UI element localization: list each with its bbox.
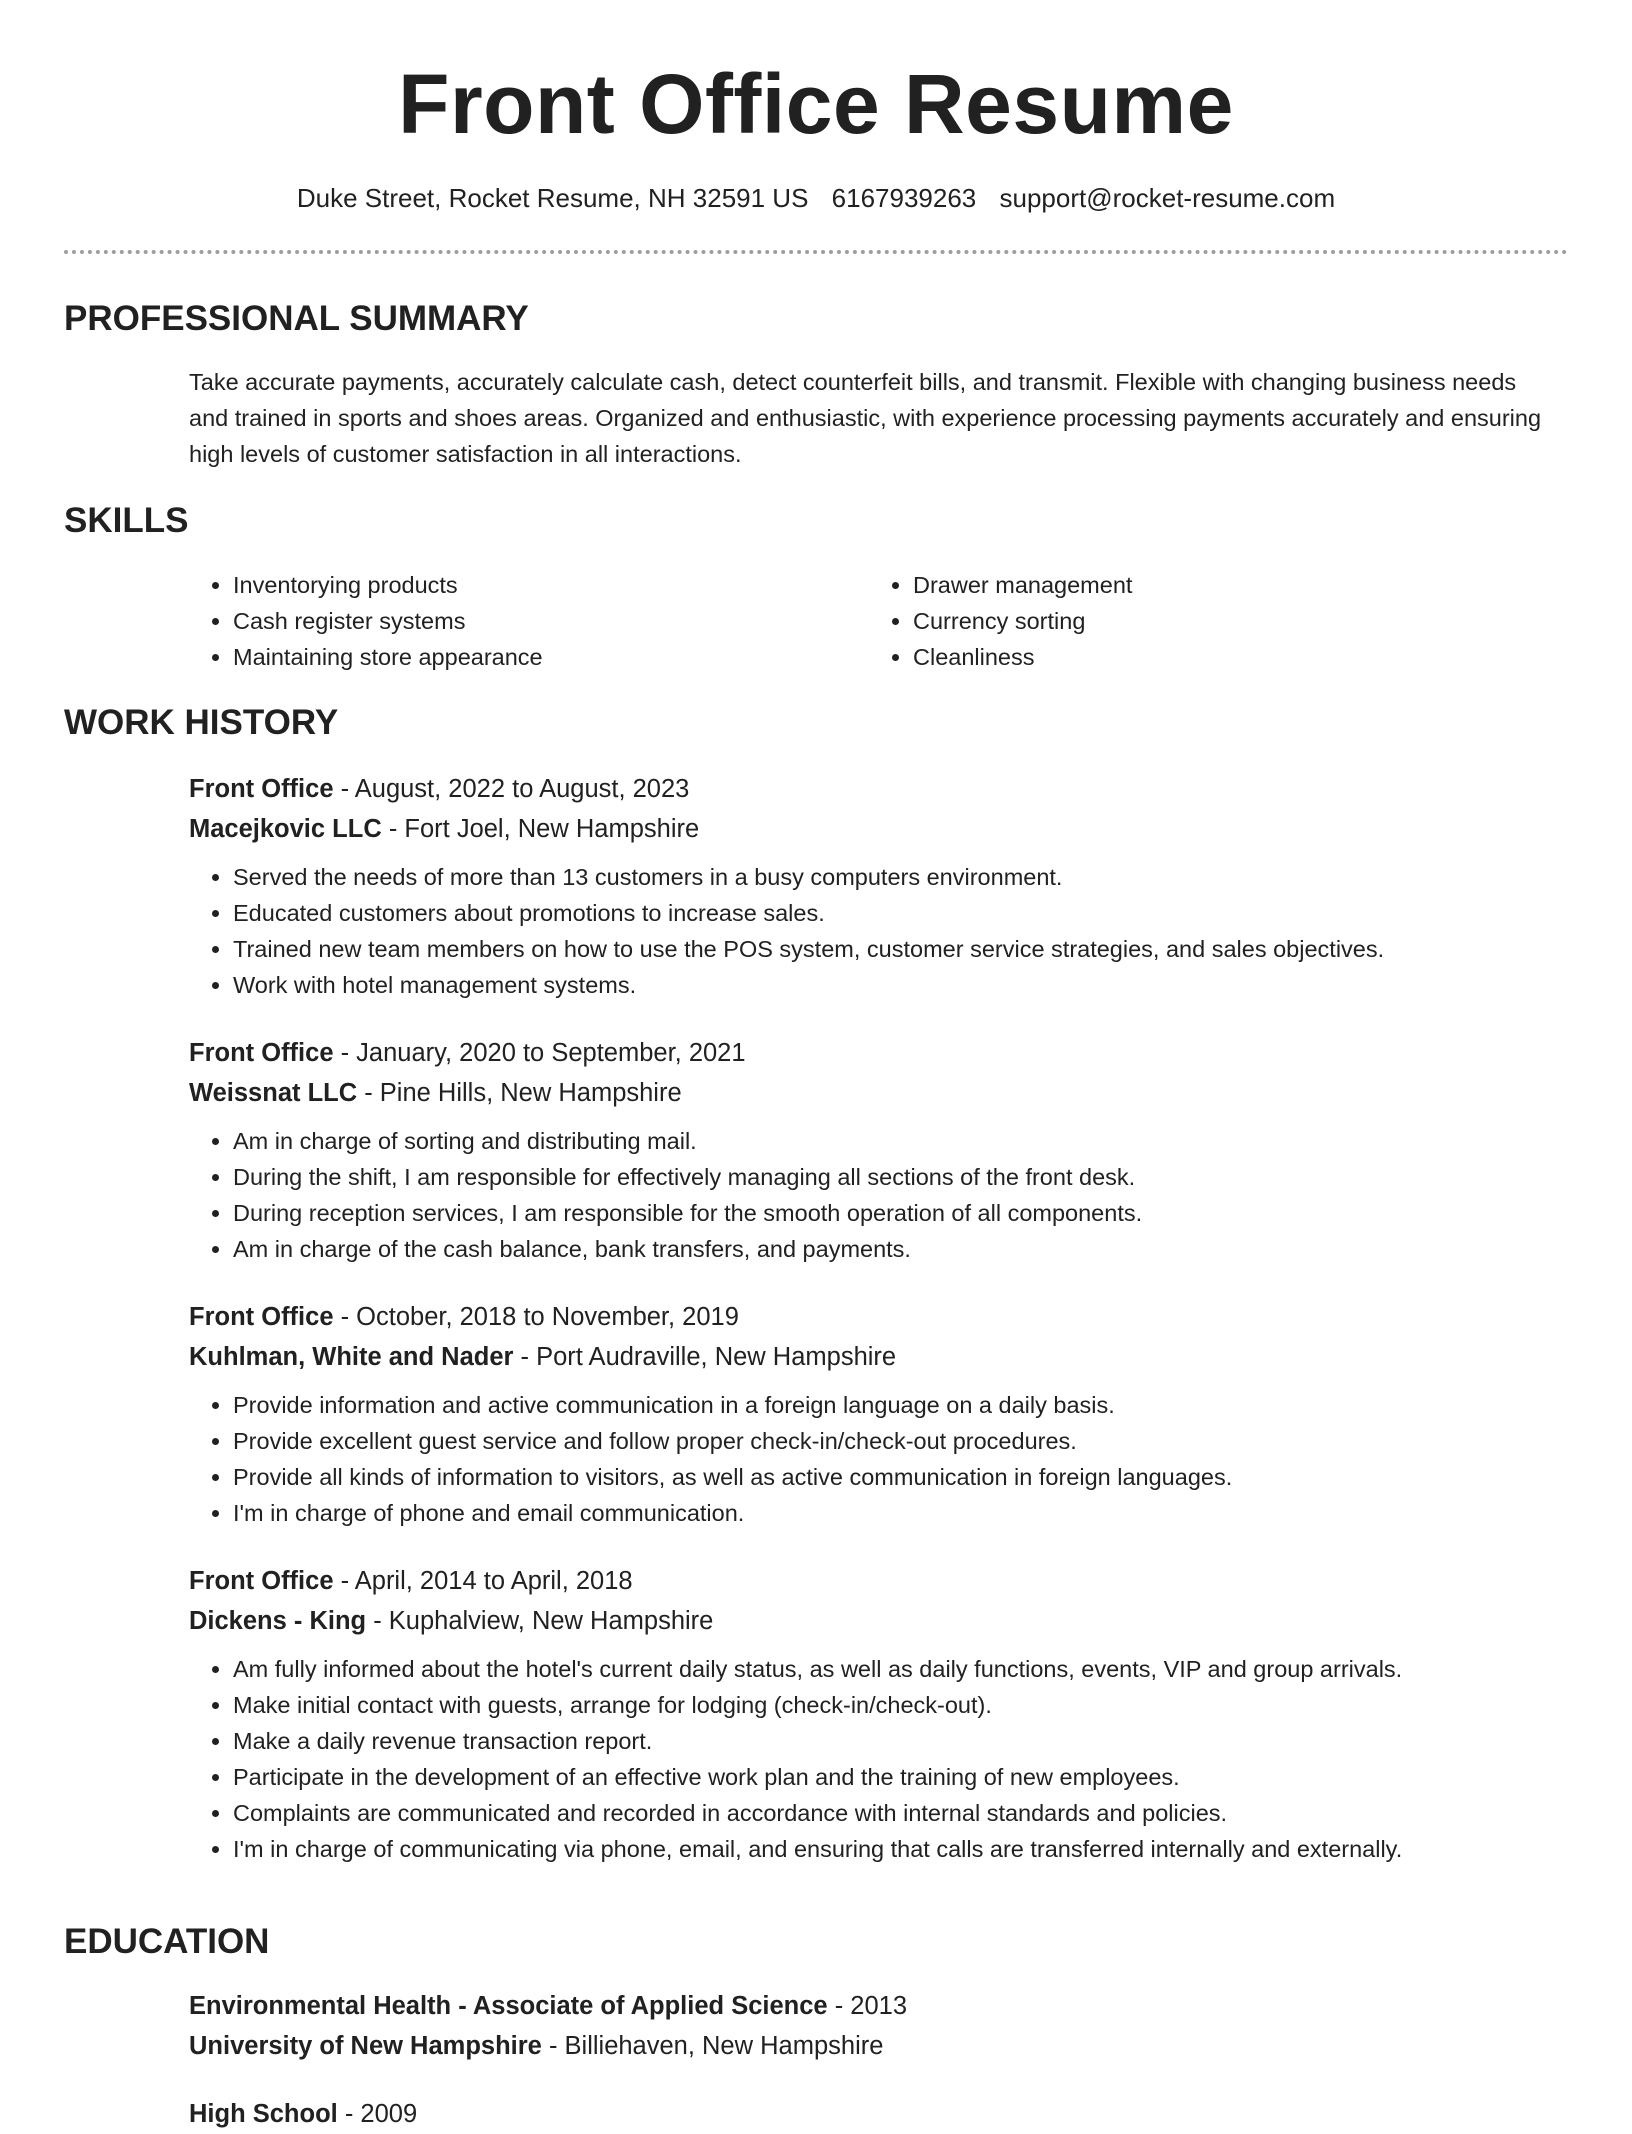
job-title-line — [189, 1297, 1549, 1337]
job-title-line — [189, 1033, 1549, 1073]
education-degree: Environmental Health - Associate of Applied Science — [189, 1992, 828, 2020]
education-year: - 2009 — [337, 2100, 418, 2128]
skill-item: • Cleanliness — [913, 639, 1549, 675]
education-heading: EDUCATION — [64, 1922, 270, 1961]
job-duties — [189, 1387, 1549, 1531]
job-duty: • Provide information and active communication in a foreign language on a daily basis. — [233, 1387, 1549, 1423]
header-divider — [64, 250, 1568, 254]
job-company-line — [189, 1601, 1549, 1641]
job-company: Weissnat LLC — [189, 1079, 358, 1107]
job-dates: - October, 2018 to November, 2019 — [333, 1303, 739, 1331]
job-duty: • Complaints are communicated and recorded in accordance with internal standards and policies. — [233, 1795, 1549, 1831]
job-entry — [189, 1561, 1549, 1867]
job-company-line — [189, 1073, 1549, 1113]
skills-heading: SKILLS — [64, 501, 189, 540]
education-location: - Billiehaven, New Hampshire — [541, 2032, 884, 2060]
education-degree-line — [189, 1986, 1549, 2026]
skill-item: • Currency sorting — [913, 603, 1549, 639]
job-duty: • During reception services, I am responsible for the smooth operation of all components. — [233, 1195, 1549, 1231]
job-duty: • Educated customers about promotions to increase sales. — [233, 895, 1549, 931]
skills-list-left — [189, 567, 869, 675]
job-role: Front Office — [189, 1567, 334, 1595]
job-duty: • Provide all kinds of information to visitors, as well as active communication in foreign languages. — [233, 1459, 1549, 1495]
skills-section — [189, 567, 1549, 675]
skill-item: • Inventorying products — [233, 567, 869, 603]
education-degree: High School — [189, 2100, 338, 2128]
summary-section — [189, 364, 1549, 472]
job-company: Macejkovic LLC — [189, 815, 382, 843]
job-duty: • Work with hotel management systems. — [233, 967, 1549, 1003]
work-history-heading: WORK HISTORY — [64, 703, 339, 742]
job-location: - Pine Hills, New Hampshire — [357, 1079, 682, 1107]
job-duty: • Provide excellent guest service and follow proper check-in/check-out procedures. — [233, 1423, 1549, 1459]
work-history-section — [189, 769, 1549, 1867]
job-dates: - January, 2020 to September, 2021 — [333, 1039, 746, 1067]
job-duty: • I'm in charge of phone and email communication. — [233, 1495, 1549, 1531]
job-dates: - April, 2014 to April, 2018 — [333, 1567, 633, 1595]
job-duty: • Am in charge of sorting and distributing mail. — [233, 1123, 1549, 1159]
resume-title: Front Office Resume — [398, 57, 1234, 151]
job-entry — [189, 1033, 1549, 1267]
job-duty: • Make a daily revenue transaction report. — [233, 1723, 1549, 1759]
job-title-line — [189, 1561, 1549, 1601]
contact-phone: 6167939263 — [831, 183, 977, 213]
job-entry — [189, 769, 1549, 1003]
education-year: - 2013 — [827, 1992, 907, 2020]
job-duty: • Trained new team members on how to use the POS system, customer service strategies, and sales objectives. — [233, 931, 1549, 967]
job-dates: - August, 2022 to August, 2023 — [333, 775, 690, 803]
education-school-line — [189, 2026, 1549, 2066]
job-role: Front Office — [189, 1039, 334, 1067]
job-duty: • Served the needs of more than 13 customers in a busy computers environment. — [233, 859, 1549, 895]
education-section — [189, 1986, 1549, 2134]
contact-line — [0, 180, 1632, 216]
job-duties — [189, 859, 1549, 1003]
skill-item: • Cash register systems — [233, 603, 869, 639]
job-duty: • Participate in the development of an effective work plan and the training of new employees. — [233, 1759, 1549, 1795]
summary-text: Take accurate payments, accurately calculate cash, detect counterfeit bills, and transmit. Flexible with changing business needs and trained in sports and shoes areas. Organized and enthusiastic, with experience processing payments accurately and ensuring high levels of customer satisfaction in all interactions. — [189, 369, 1542, 467]
job-company: Kuhlman, White and Nader — [189, 1343, 514, 1371]
contact-email: support@rocket-resume.com — [999, 183, 1336, 213]
summary-heading: PROFESSIONAL SUMMARY — [64, 299, 529, 338]
education-school: University of New Hampshire — [189, 2032, 542, 2060]
job-duties — [189, 1123, 1549, 1267]
skill-item: • Maintaining store appearance — [233, 639, 869, 675]
job-duties — [189, 1651, 1549, 1867]
job-duty: • Make initial contact with guests, arrange for lodging (check-in/check-out). — [233, 1687, 1549, 1723]
skills-list-right — [869, 567, 1549, 675]
job-duty: • During the shift, I am responsible for effectively managing all sections of the front desk. — [233, 1159, 1549, 1195]
job-location: - Kuphalview, New Hampshire — [366, 1607, 714, 1635]
job-role: Front Office — [189, 775, 334, 803]
job-role: Front Office — [189, 1303, 334, 1331]
education-degree-line — [189, 2094, 1549, 2134]
job-duty: • I'm in charge of communicating via phone, email, and ensuring that calls are transferred internally and externally. — [233, 1831, 1549, 1867]
job-company-line — [189, 809, 1549, 849]
skill-item: • Drawer management — [913, 567, 1549, 603]
contact-address: Duke Street, Rocket Resume, NH 32591 US — [296, 183, 809, 213]
job-entry — [189, 1297, 1549, 1531]
job-duty: • Am in charge of the cash balance, bank transfers, and payments. — [233, 1231, 1549, 1267]
job-title-line — [189, 769, 1549, 809]
job-company-line — [189, 1337, 1549, 1377]
job-location: - Fort Joel, New Hampshire — [381, 815, 700, 843]
job-company: Dickens - King — [189, 1607, 367, 1635]
job-duty: • Am fully informed about the hotel's current daily status, as well as daily functions, events, VIP and group arrivals. — [233, 1651, 1549, 1687]
job-location: - Port Audraville, New Hampshire — [513, 1343, 897, 1371]
